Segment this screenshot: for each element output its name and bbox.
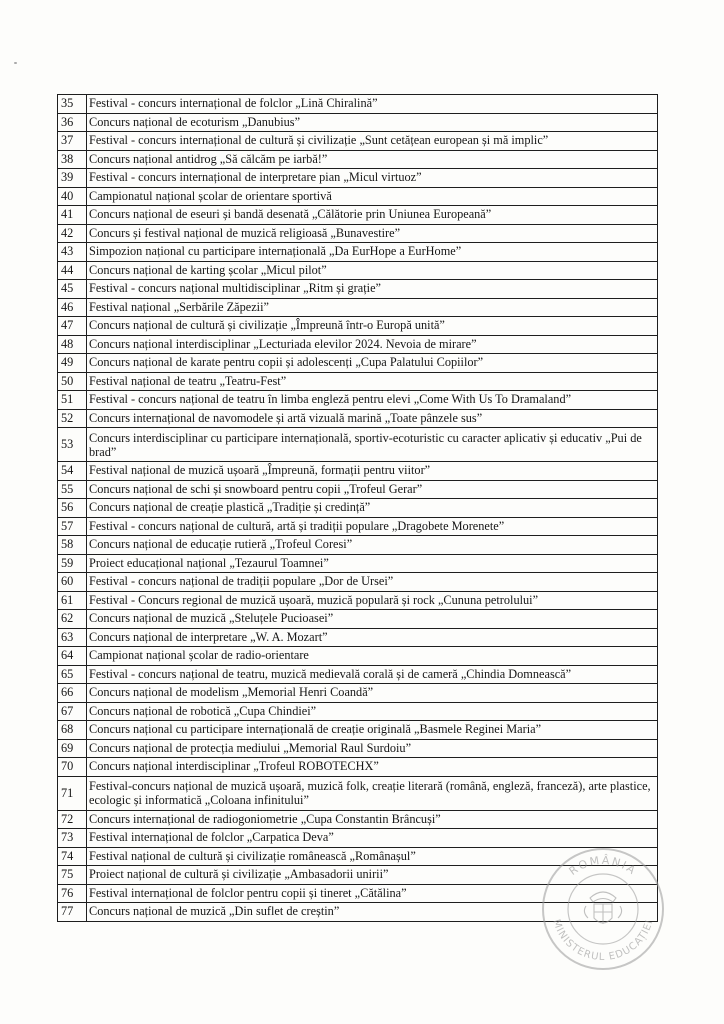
row-number: 67 xyxy=(58,702,87,721)
table-row xyxy=(58,132,658,151)
table-row xyxy=(58,684,658,703)
row-number: 50 xyxy=(58,372,87,391)
competition-name: Festival - concurs internațional de folclor „Lină Chiralină” xyxy=(87,95,658,114)
table-row xyxy=(58,462,658,481)
row-number: 70 xyxy=(58,758,87,777)
table-row xyxy=(58,95,658,114)
competition-name: Campionat național școlar de radio-orientare xyxy=(87,647,658,666)
table-row xyxy=(58,280,658,299)
competition-name: Simpozion național cu participare internațională „Da EurHope a EurHome” xyxy=(87,243,658,262)
competition-name: Concurs național de karting școlar „Micul pilot” xyxy=(87,261,658,280)
row-number: 68 xyxy=(58,721,87,740)
competition-name: Concurs național de cultură și civilizație „Împreună într-o Europă unită” xyxy=(87,317,658,336)
row-number: 64 xyxy=(58,647,87,666)
table-row xyxy=(58,150,658,169)
row-number: 46 xyxy=(58,298,87,317)
table-row xyxy=(58,261,658,280)
scan-speck xyxy=(14,62,17,64)
competition-name: Concurs național de modelism „Memorial Henri Coandă” xyxy=(87,684,658,703)
competition-name: Festival național de muzică ușoară „Împreună, formații pentru viitor” xyxy=(87,462,658,481)
row-number: 77 xyxy=(58,903,87,922)
seal-top-text: ROMÂNIA xyxy=(566,853,640,878)
competitions-table xyxy=(57,94,658,922)
table-row xyxy=(58,776,658,810)
row-number: 74 xyxy=(58,847,87,866)
row-number: 55 xyxy=(58,480,87,499)
row-number: 58 xyxy=(58,536,87,555)
row-number: 52 xyxy=(58,409,87,428)
row-number: 73 xyxy=(58,829,87,848)
table-row xyxy=(58,554,658,573)
ministry-seal-stamp xyxy=(540,846,666,972)
table-row xyxy=(58,665,658,684)
row-number: 48 xyxy=(58,335,87,354)
competition-name: Concurs și festival național de muzică religioasă „Bunavestire” xyxy=(87,224,658,243)
competition-name: Festival - concurs internațional de cultură și civilizație „Sunt cetățean european și mă implic” xyxy=(87,132,658,151)
competition-name: Concurs național de eseuri și bandă desenată „Călătorie prin Uniunea Europeană” xyxy=(87,206,658,225)
competition-name: Concurs național de ecoturism „Danubius” xyxy=(87,113,658,132)
row-number: 35 xyxy=(58,95,87,114)
competition-name: Concurs național antidrog „Să călcăm pe iarbă!” xyxy=(87,150,658,169)
seal-bottom-text: MINISTERUL EDUCAȚIEI xyxy=(550,918,656,964)
competition-name: Festival internațional de folclor pentru copii și tineret „Cătălina” xyxy=(87,884,658,903)
table-row xyxy=(58,647,658,666)
table-row xyxy=(58,499,658,518)
row-number: 61 xyxy=(58,591,87,610)
competition-name: Concurs național cu participare internațională de creație originală „Basmele Reginei Maria” xyxy=(87,721,658,740)
table-row xyxy=(58,335,658,354)
competition-name: Concurs național de robotică „Cupa Chindiei” xyxy=(87,702,658,721)
row-number: 76 xyxy=(58,884,87,903)
row-number: 49 xyxy=(58,354,87,373)
table-row xyxy=(58,536,658,555)
table-row xyxy=(58,113,658,132)
competition-name: Campionatul național școlar de orientare sportivă xyxy=(87,187,658,206)
competition-name: Festival - concurs național de teatru, muzică medievală corală și de cameră „Chindia Domnească” xyxy=(87,665,658,684)
table-body xyxy=(58,95,658,922)
table-row xyxy=(58,739,658,758)
competition-name: Festival-concurs național de muzică ușoară, muzică folk, creație literară (română, engleză, franceză), arte plastice, ecologic și informatică „Coloana infinitului” xyxy=(87,776,658,810)
competition-name: Festival - concurs național multidisciplinar „Ritm și grație” xyxy=(87,280,658,299)
table-row xyxy=(58,628,658,647)
competition-name: Festival - concurs național de teatru în limba engleză pentru elevi „Come With Us To Dramaland” xyxy=(87,391,658,410)
row-number: 44 xyxy=(58,261,87,280)
row-number: 51 xyxy=(58,391,87,410)
table-row xyxy=(58,317,658,336)
table-row xyxy=(58,758,658,777)
row-number: 60 xyxy=(58,573,87,592)
table-row xyxy=(58,721,658,740)
row-number: 69 xyxy=(58,739,87,758)
coat-of-arms-icon xyxy=(584,892,621,924)
row-number: 57 xyxy=(58,517,87,536)
table-row xyxy=(58,409,658,428)
row-number: 66 xyxy=(58,684,87,703)
row-number: 39 xyxy=(58,169,87,188)
competition-name: Concurs național de interpretare „W. A. Mozart” xyxy=(87,628,658,647)
table-row xyxy=(58,169,658,188)
row-number: 45 xyxy=(58,280,87,299)
competition-name: Festival internațional de folclor „Carpatica Deva” xyxy=(87,829,658,848)
table-row xyxy=(58,372,658,391)
table-row xyxy=(58,224,658,243)
competition-name: Concurs național de educație rutieră „Trofeul Coresi” xyxy=(87,536,658,555)
competition-name: Concurs interdisciplinar cu participare internațională, sportiv-ecoturistic cu caracter aplicativ și educativ „Pui de brad” xyxy=(87,428,658,462)
row-number: 37 xyxy=(58,132,87,151)
competition-name: Festival național de teatru „Teatru-Fest” xyxy=(87,372,658,391)
row-number: 38 xyxy=(58,150,87,169)
competition-name: Concurs național interdisciplinar „Trofeul ROBOTECHX” xyxy=(87,758,658,777)
table-row xyxy=(58,187,658,206)
row-number: 41 xyxy=(58,206,87,225)
table-row xyxy=(58,591,658,610)
row-number: 72 xyxy=(58,810,87,829)
row-number: 62 xyxy=(58,610,87,629)
table-row xyxy=(58,391,658,410)
row-number: 56 xyxy=(58,499,87,518)
row-number: 63 xyxy=(58,628,87,647)
competition-name: Festival național „Serbările Zăpezii” xyxy=(87,298,658,317)
competition-name: Festival național de cultură și civilizație românească „Românașul” xyxy=(87,847,658,866)
competition-name: Proiect național de cultură și civilizație „Ambasadorii unirii” xyxy=(87,866,658,885)
table-row xyxy=(58,354,658,373)
table-row xyxy=(58,610,658,629)
competition-name: Festival - Concurs regional de muzică ușoară, muzică populară și rock „Cununa petrolului” xyxy=(87,591,658,610)
row-number: 65 xyxy=(58,665,87,684)
table-row xyxy=(58,480,658,499)
competition-name: Concurs internațional de radiogoniometrie „Cupa Constantin Brâncuși” xyxy=(87,810,658,829)
competition-name: Concurs internațional de navomodele și artă vizuală marină „Toate pânzele sus” xyxy=(87,409,658,428)
row-number: 71 xyxy=(58,776,87,810)
competition-name: Concurs național de creație plastică „Tradiție și credință” xyxy=(87,499,658,518)
competition-name: Concurs național de schi și snowboard pentru copii „Trofeul Gerar” xyxy=(87,480,658,499)
row-number: 54 xyxy=(58,462,87,481)
competition-name: Proiect educațional național „Tezaurul Toamnei” xyxy=(87,554,658,573)
competition-name: Festival - concurs internațional de interpretare pian „Micul virtuoz” xyxy=(87,169,658,188)
row-number: 42 xyxy=(58,224,87,243)
row-number: 75 xyxy=(58,866,87,885)
competition-name: Concurs național de karate pentru copii și adolescenți „Cupa Palatului Copiilor” xyxy=(87,354,658,373)
competition-name: Concurs național de muzică „Steluțele Pucioasei” xyxy=(87,610,658,629)
row-number: 36 xyxy=(58,113,87,132)
table-row xyxy=(58,810,658,829)
competition-name: Concurs național de muzică „Din suflet de creștin” xyxy=(87,903,658,922)
competition-name: Concurs național de protecția mediului „Memorial Raul Surdoiu” xyxy=(87,739,658,758)
table-row xyxy=(58,243,658,262)
table-row xyxy=(58,702,658,721)
row-number: 40 xyxy=(58,187,87,206)
competition-name: Concurs național interdisciplinar „Lecturiada elevilor 2024. Nevoia de mirare” xyxy=(87,335,658,354)
row-number: 53 xyxy=(58,428,87,462)
row-number: 59 xyxy=(58,554,87,573)
competition-name: Festival - concurs național de tradiții populare „Dor de Ursei” xyxy=(87,573,658,592)
table-row xyxy=(58,829,658,848)
row-number: 43 xyxy=(58,243,87,262)
row-number: 47 xyxy=(58,317,87,336)
table-row xyxy=(58,573,658,592)
competition-name: Festival - concurs național de cultură, artă și tradiții populare „Dragobete Morenete” xyxy=(87,517,658,536)
table-row xyxy=(58,206,658,225)
table-row xyxy=(58,517,658,536)
table-row xyxy=(58,428,658,462)
table-row xyxy=(58,298,658,317)
